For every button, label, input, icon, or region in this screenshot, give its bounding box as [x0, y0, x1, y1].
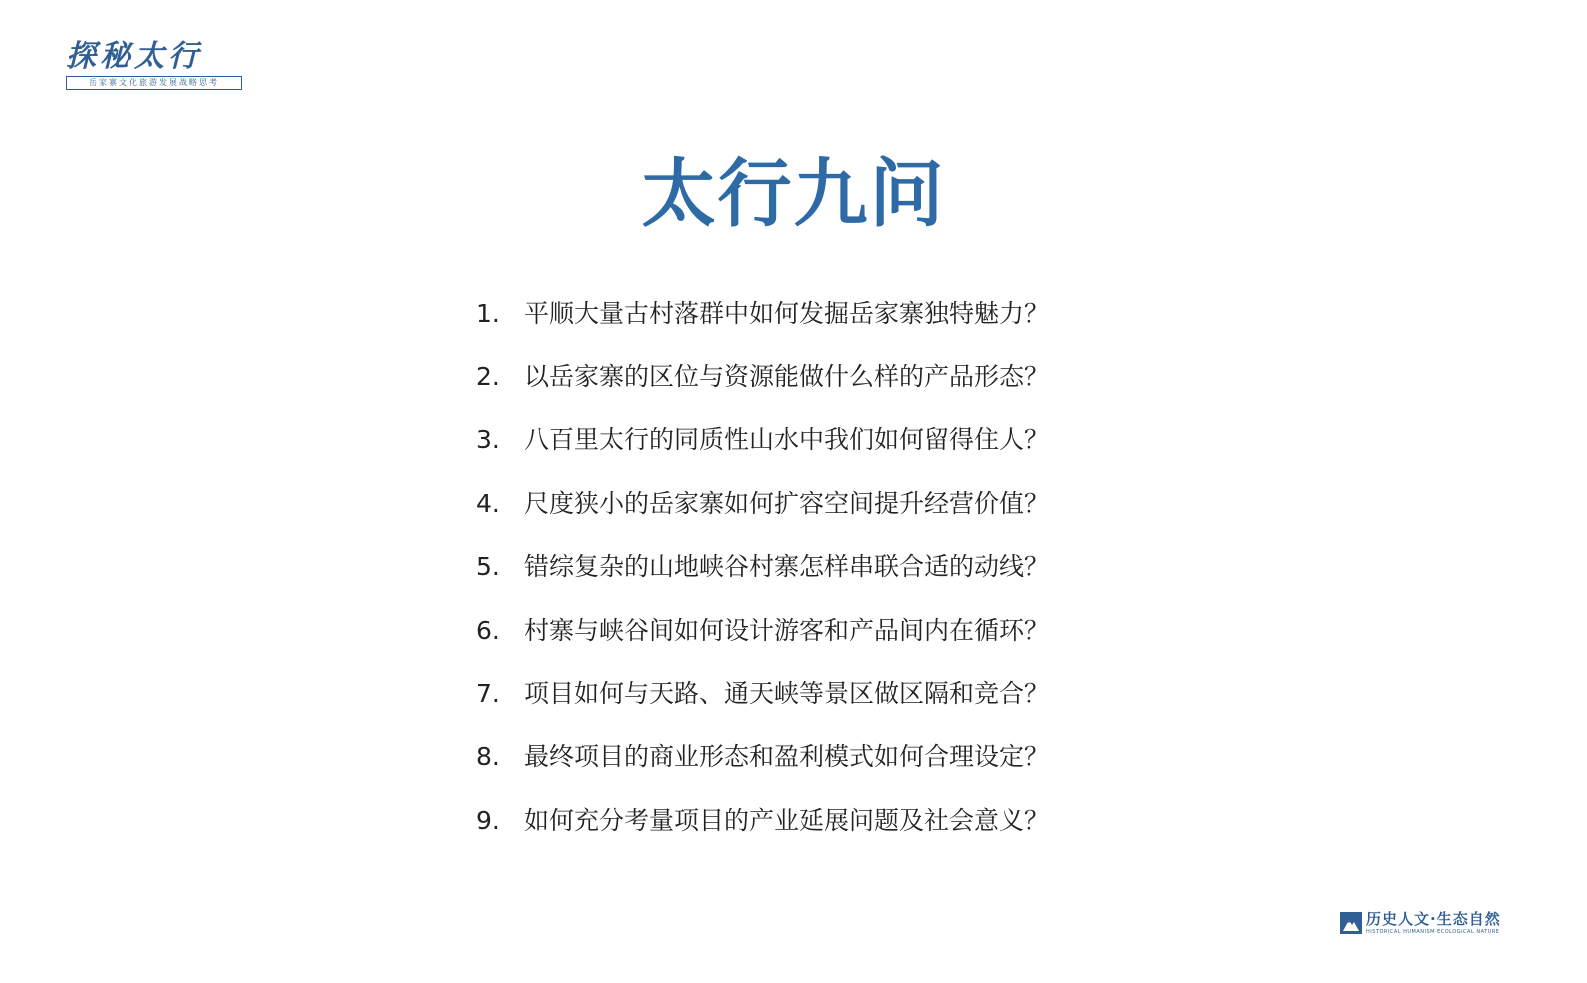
list-item-number: 5. — [476, 552, 500, 582]
list-item-number: 7. — [476, 679, 500, 709]
list-item-text: 平顺大量古村落群中如何发掘岳家寨独特魅力？ — [524, 298, 1050, 328]
list-item-text: 最终项目的商业形态和盈利模式如何合理设定？ — [524, 742, 1050, 772]
list-item-number: 1. — [476, 298, 500, 328]
list-item — [476, 282, 1049, 345]
list-item-number: 4. — [476, 488, 500, 518]
list-item-number: 3. — [476, 425, 500, 455]
logo-title: 探秘太行 — [66, 39, 202, 74]
question-list — [476, 282, 1049, 853]
list-item-number: 8. — [476, 742, 500, 772]
list-item-text: 村寨与峡谷间如何设计游客和产品间内在循环？ — [524, 615, 1050, 645]
list-item-text: 八百里太行的同质性山水中我们如何留得住人？ — [524, 425, 1050, 455]
list-item — [476, 472, 1049, 535]
list-item — [476, 345, 1049, 408]
list-item-text: 项目如何与天路、通天峡等景区做区隔和竞合？ — [524, 679, 1050, 709]
list-item-text: 错综复杂的山地峡谷村寨怎样串联合适的动线？ — [524, 552, 1050, 582]
list-item — [476, 789, 1049, 852]
list-item — [476, 409, 1049, 472]
list-item-text: 尺度狭小的岳家寨如何扩容空间提升经营价值？ — [524, 488, 1050, 518]
list-item — [476, 536, 1049, 599]
brand-logo — [64, 40, 244, 92]
list-item-number: 9. — [476, 805, 500, 835]
list-item-number: 2. — [476, 362, 500, 392]
footer-logo — [1340, 910, 1526, 938]
mountain-icon — [1340, 912, 1362, 934]
list-item — [476, 662, 1049, 725]
list-item — [476, 726, 1049, 789]
page-title: 太行九问 — [641, 151, 946, 237]
logo-subtitle: 岳家寨文化旅游发展战略思考 — [66, 76, 242, 90]
footer-subtitle: HISTORICAL HUMANISM·ECOLOGICAL NATURE — [1366, 929, 1500, 935]
list-item-text: 以岳家寨的区位与资源能做什么样的产品形态？ — [524, 362, 1050, 392]
list-item — [476, 599, 1049, 662]
list-item-text: 如何充分考量项目的产业延展问题及社会意义？ — [524, 805, 1050, 835]
list-item-number: 6. — [476, 615, 500, 645]
footer-title: 历史人文·生态自然 — [1366, 910, 1501, 928]
